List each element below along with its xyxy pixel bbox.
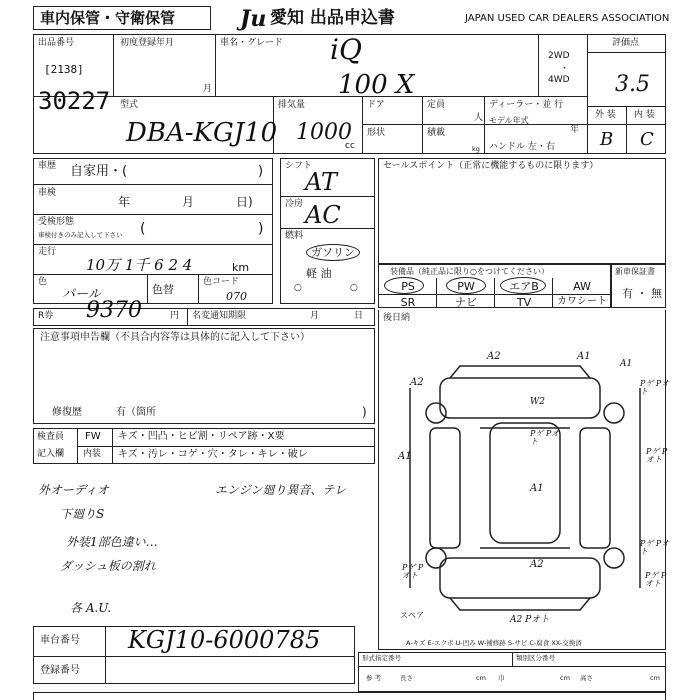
deadline-label: 名変通知期限 bbox=[192, 311, 247, 321]
reception-close: ) bbox=[258, 221, 264, 237]
equip-seat: カワシート bbox=[557, 296, 607, 307]
note-line-4: 外装1部色違い… bbox=[66, 535, 158, 549]
sales-point-box bbox=[378, 158, 666, 264]
first-reg-month: 月 bbox=[203, 84, 213, 94]
note-line-3: 下廻りS bbox=[60, 507, 105, 521]
shift-label: シフト bbox=[285, 161, 313, 171]
damage-mark-11: Pゲ Pオト bbox=[645, 571, 667, 588]
equip-pw: PW bbox=[457, 280, 475, 293]
load-label: 積載 bbox=[427, 128, 446, 138]
inspector-label: 検査員 bbox=[37, 432, 65, 442]
note-line-6: 各 A.U. bbox=[70, 601, 112, 615]
warranty-options: 有 ・ 無 bbox=[622, 287, 662, 300]
damage-mark-2: A1 bbox=[577, 351, 591, 362]
damage-mark-12: Pゲ Pオト bbox=[402, 563, 424, 580]
mileage-unit: km bbox=[232, 261, 250, 274]
score-value: 3.5 bbox=[615, 72, 650, 97]
circle-pw bbox=[446, 277, 486, 294]
equip-airbag: エアB bbox=[509, 280, 539, 293]
inspector-in-items: キズ・汚レ・コゲ・穴・タレ・キレ・破レ bbox=[118, 449, 308, 460]
association-name: JAPAN USED CAR DEALERS ASSOCIATION bbox=[465, 13, 670, 24]
score-label: 評価点 bbox=[612, 38, 640, 48]
equip-aw: AW bbox=[573, 280, 591, 293]
inspection-day: 日) bbox=[236, 195, 253, 209]
damage-mark-5: A1 bbox=[530, 483, 544, 494]
circle-ps bbox=[384, 277, 424, 294]
repair-label: 修復歴 bbox=[52, 407, 82, 418]
drive-4wd: 4WD bbox=[548, 75, 570, 85]
displacement-value: 1000 bbox=[296, 120, 352, 145]
chassis-label: 車台番号 bbox=[40, 635, 80, 646]
reception-open: ( bbox=[140, 221, 146, 237]
inspection-year: 年 bbox=[118, 195, 131, 209]
recycle-label: R券 bbox=[38, 311, 54, 321]
first-reg-label: 初度登録年月 bbox=[120, 38, 175, 48]
circle-airbag bbox=[500, 277, 546, 294]
storage-label: 車内保管・守衛保管 bbox=[40, 9, 176, 27]
damage-mark-15: A1 bbox=[620, 359, 633, 369]
model-year-label: モデル年式 bbox=[489, 116, 529, 125]
load-unit: kg bbox=[472, 145, 480, 153]
shift-value: AT bbox=[305, 168, 338, 196]
model-grade: 100 X bbox=[338, 70, 415, 100]
repair-value: 有（箇所 bbox=[116, 407, 156, 418]
reception-label: 受検形態 bbox=[38, 217, 75, 227]
repair-close: ) bbox=[362, 405, 367, 419]
note-line-1: 外オーディオ bbox=[38, 483, 110, 497]
diagram-legend: A-キズ E-エクボ U-凹み W-補修跡 S-サビ C-腐食 XX-交換済 bbox=[406, 639, 582, 647]
drive-dot: ・ bbox=[560, 64, 570, 74]
capacity-label: 定員 bbox=[427, 100, 446, 110]
note-line-5: ダッシュ板の割れ bbox=[60, 559, 156, 573]
type-value: DBA-KGJ10 bbox=[126, 118, 278, 148]
history-label: 車歴 bbox=[38, 161, 57, 171]
spare-label: スペア bbox=[400, 611, 424, 620]
ext-grade: B bbox=[600, 129, 614, 150]
ref-label: 参 考 bbox=[366, 674, 382, 682]
width-label: 巾 bbox=[498, 674, 505, 682]
damage-mark-3: A2 bbox=[410, 377, 424, 388]
note-line-2: エンジン廻り異音、テレ bbox=[215, 483, 347, 497]
deadline-day: 日 bbox=[354, 311, 364, 321]
form-title: 愛知 出品申込書 bbox=[270, 8, 395, 28]
chassis-value: KGJ10-6000785 bbox=[128, 626, 321, 654]
damage-mark-6: A2 bbox=[530, 559, 544, 570]
ac-value: AC bbox=[305, 201, 341, 229]
equip-tv: TV bbox=[516, 296, 532, 309]
lot-label: 出品番号 bbox=[38, 38, 75, 48]
height-unit: cm bbox=[650, 674, 660, 682]
type-label: 型式 bbox=[120, 100, 139, 110]
category-label: 類別区分番号 bbox=[516, 654, 555, 662]
capacity-unit: 人 bbox=[474, 113, 484, 123]
fuel-mark: ○ bbox=[294, 283, 302, 293]
notes-label: 注意事項申告欄（不具合内容等は具体的に記入して下さい） bbox=[40, 332, 310, 343]
inspector-entry: 記入欄 bbox=[37, 449, 65, 459]
displacement-label: 排気量 bbox=[278, 100, 306, 110]
equip-sr: SR bbox=[400, 296, 416, 309]
equip-navi: ナビ bbox=[455, 296, 477, 309]
recycle-unit: 円 bbox=[170, 311, 180, 321]
recycle-value: 9370 bbox=[86, 298, 142, 323]
damage-mark-1: A2 bbox=[487, 351, 501, 362]
ac-label: 冷房 bbox=[285, 199, 304, 209]
drive-2wd: 2WD bbox=[548, 51, 570, 61]
damage-mark-4: A1 bbox=[398, 451, 412, 462]
equip-ps: PS bbox=[401, 280, 415, 293]
color-code: 070 bbox=[226, 290, 247, 303]
car-diagram bbox=[390, 358, 660, 618]
height-label: 高さ bbox=[580, 674, 593, 682]
damage-mark-9: Pゲ Pオト bbox=[646, 447, 668, 464]
ju-logo: Ju bbox=[240, 6, 267, 32]
history-close: ) bbox=[258, 164, 264, 179]
sales-point-label: セールスポイント（正常に機能するものに限ります） bbox=[383, 161, 599, 171]
damage-mark-10: Pゲ Pオト bbox=[640, 539, 670, 556]
inspector-inside: 内装 bbox=[83, 449, 102, 459]
warranty-label: 新車保証書 bbox=[615, 267, 655, 276]
spec-label: 形式指定番号 bbox=[362, 654, 401, 662]
mileage-label: 走行 bbox=[38, 247, 57, 257]
lot-number: 30227 bbox=[38, 87, 111, 115]
length-unit: cm bbox=[476, 674, 486, 682]
ext-label: 外 装 bbox=[595, 110, 616, 120]
registration-label: 登録番号 bbox=[40, 665, 80, 676]
color-code-label: 色コード bbox=[203, 277, 240, 287]
inspector-fw: FW bbox=[85, 431, 101, 442]
history-value: 自家用・( bbox=[70, 164, 128, 179]
damage-mark-14: A2 Pオト bbox=[510, 615, 550, 625]
width-unit: cm bbox=[560, 674, 570, 682]
model-year-unit: 年 bbox=[570, 125, 580, 135]
inspection-label: 車検 bbox=[38, 188, 57, 198]
model-label: 車名・グレード bbox=[220, 38, 284, 48]
fuel-gas: ガソリン bbox=[306, 244, 360, 261]
handle-label: ハンドル 左・右 bbox=[489, 142, 555, 152]
door-label: ドア bbox=[367, 100, 385, 110]
fuel-mark-2: ○ bbox=[350, 283, 358, 293]
fuel-diesel: 軽 油 bbox=[306, 267, 332, 280]
int-label: 内 装 bbox=[634, 110, 655, 120]
deadline-month: 月 bbox=[310, 311, 320, 321]
length-label: 長さ bbox=[400, 674, 413, 682]
mileage-value: 10万 1千 6 2 4 bbox=[86, 256, 193, 274]
dealer-label: ディーラー・並 行 bbox=[489, 100, 564, 110]
bottom-strip bbox=[33, 692, 666, 700]
model-name: iQ bbox=[330, 33, 362, 66]
int-grade: C bbox=[640, 129, 654, 150]
damage-mark-7: W2 bbox=[530, 397, 545, 407]
damage-mark-13: Pゲ Pオト bbox=[530, 429, 560, 446]
color-swap-label: 色替 bbox=[152, 283, 174, 296]
equipment-label: 装備品（純正品に限り○をつけてください） bbox=[390, 267, 549, 276]
displacement-unit: cc bbox=[345, 141, 355, 151]
inspection-month: 月 bbox=[182, 195, 195, 209]
inspector-fw-items: キズ・凹凸・ヒビ割・リペア跡・X要 bbox=[118, 431, 285, 442]
color-value: パール bbox=[62, 287, 101, 302]
rear-seat-label: 後日納 bbox=[383, 313, 411, 323]
color-label: 色 bbox=[38, 277, 48, 287]
shape-label: 形状 bbox=[367, 128, 386, 138]
lot-sub: [2138] bbox=[44, 63, 84, 76]
fuel-label: 燃料 bbox=[285, 231, 304, 241]
reception-note: 車検付きのみ記入して下さい bbox=[38, 231, 123, 239]
damage-mark-8: Pゲ Pオト bbox=[640, 379, 670, 396]
